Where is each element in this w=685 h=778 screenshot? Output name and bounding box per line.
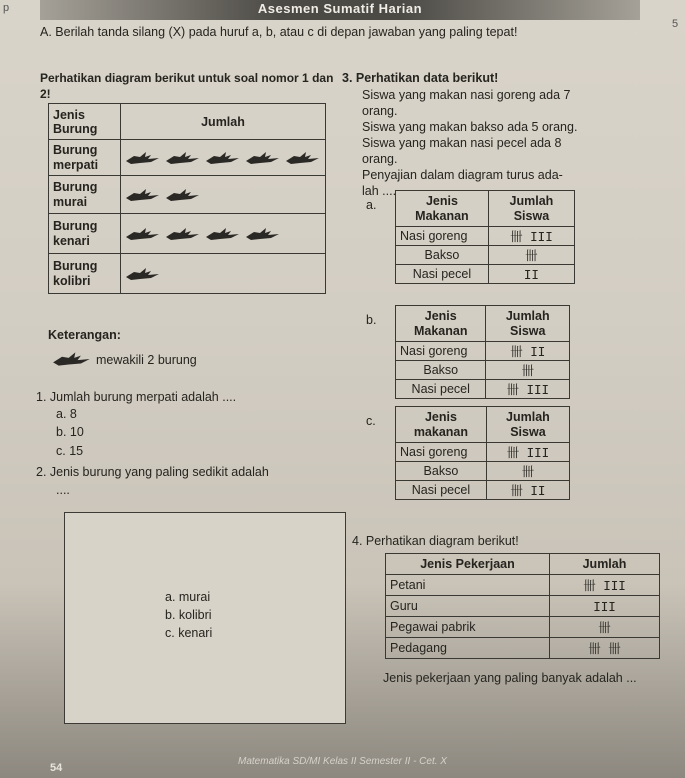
cell-tally: 卌 xyxy=(550,617,660,638)
cell-tally: 卌 xyxy=(486,361,570,380)
col-header-jumlah: Jumlah xyxy=(121,104,326,140)
header-banner xyxy=(40,0,640,20)
cell-tally: 卌 III xyxy=(486,443,569,462)
legend-bird-icon xyxy=(52,350,92,368)
cell-food: Nasi goreng xyxy=(396,227,489,246)
header-jenis: Jenis Makanan xyxy=(396,306,486,342)
cell-job: Pedagang xyxy=(386,638,550,659)
cell-food: Bakso xyxy=(396,246,489,265)
q4-text: 4. Perhatikan diagram berikut! xyxy=(352,534,519,548)
bird-icon xyxy=(125,187,161,203)
legend-title: Keterangan: xyxy=(48,328,121,342)
cell-job: Petani xyxy=(386,575,550,596)
header-jenis-pekerjaan: Jenis Pekerjaan xyxy=(386,554,550,575)
q1-option-a[interactable]: a. 8 xyxy=(56,407,77,421)
row-label-kenari: Burung kenari xyxy=(49,214,121,254)
q3-option-a-letter[interactable]: a. xyxy=(366,198,377,212)
q4-question: Jenis pekerjaan yang paling banyak adalah ... xyxy=(383,671,637,685)
header-jumlah: Jumlah Siswa xyxy=(486,407,569,443)
bird-icon xyxy=(125,150,161,166)
col-header-jenis: Jenis Burung xyxy=(49,104,121,140)
bird-icon xyxy=(245,150,281,166)
cell-tally: 卌 xyxy=(488,246,574,265)
cell-job: Guru xyxy=(386,596,550,617)
q2-option-a[interactable]: a. murai xyxy=(165,590,211,604)
bird-row-kenari xyxy=(125,226,321,242)
bird-pictogram-table xyxy=(48,103,326,294)
q1-option-b[interactable]: b. 10 xyxy=(56,425,84,439)
footer-text: Matematika SD/MI Kelas II Semester II - Cet. X xyxy=(238,756,447,767)
q3-option-c-letter[interactable]: c. xyxy=(366,414,376,428)
bird-icon xyxy=(125,266,161,282)
q3-line-4: Siswa yang makan nasi pecel ada 8 xyxy=(362,136,562,150)
header-jumlah: Jumlah Siswa xyxy=(486,306,570,342)
q3-line-3: Siswa yang makan bakso ada 5 orang. xyxy=(362,120,578,134)
bird-row-murai xyxy=(125,187,321,203)
q2-text: 2. Jenis burung yang paling sedikit adalah xyxy=(36,465,269,479)
cell-food: Nasi pecel xyxy=(396,481,487,500)
bird-icon xyxy=(205,226,241,242)
header-jenis: Jenis makanan xyxy=(396,407,487,443)
left-prompt: Perhatikan diagram berikut untuk soal nomor 1 dan 2! xyxy=(40,71,334,101)
cell-food: Nasi pecel xyxy=(396,380,486,399)
bird-icon xyxy=(165,150,201,166)
cell-tally: 卌 III xyxy=(488,227,574,246)
q3-line-6: Penyajian dalam diagram turus ada- xyxy=(362,168,563,182)
cell-tally: 卌 卌 xyxy=(550,638,660,659)
cell-food: Nasi goreng xyxy=(396,443,487,462)
cell-tally: III xyxy=(550,596,660,617)
q1-text: 1. Jumlah burung merpati adalah .... xyxy=(36,390,237,404)
page-title: Asesmen Sumatif Harian xyxy=(257,1,423,16)
row-label-merpati: Burung merpati xyxy=(49,140,121,176)
bird-icon xyxy=(165,226,201,242)
cell-tally: 卌 II xyxy=(486,342,570,361)
cell-food: Nasi pecel xyxy=(396,265,489,284)
bird-icon xyxy=(285,150,321,166)
cell-food: Bakso xyxy=(396,361,486,380)
header-jumlah: Jumlah Siswa xyxy=(488,191,574,227)
bird-row-kolibri xyxy=(125,266,321,282)
header-jumlah: Jumlah xyxy=(550,554,660,575)
q2-option-c[interactable]: c. kenari xyxy=(165,626,213,640)
bird-row-merpati xyxy=(125,150,321,166)
bird-icon xyxy=(205,150,241,166)
bird-icon xyxy=(245,226,281,242)
instruction-text: A. Berilah tanda silang (X) pada huruf a, b, atau c di depan jawaban yang paling tepat! xyxy=(40,25,518,39)
row-label-murai: Burung murai xyxy=(49,176,121,214)
cell-food: Nasi goreng xyxy=(396,342,486,361)
q3-line-7: lah .... xyxy=(362,184,397,198)
q3-option-b-table xyxy=(395,305,570,399)
q3-line-5: orang. xyxy=(362,152,398,166)
q3-option-b-letter[interactable]: b. xyxy=(366,313,377,327)
bird-icon xyxy=(165,187,201,203)
q2-options-box xyxy=(64,512,346,724)
q1-option-c[interactable]: c. 15 xyxy=(56,444,84,458)
q3-text: 3. Perhatikan data berikut! xyxy=(342,71,499,85)
cell-tally: 卌 II xyxy=(486,481,569,500)
legend-text: mewakili 2 burung xyxy=(96,353,197,367)
cell-tally: 卌 III xyxy=(486,380,570,399)
q3-option-a-table xyxy=(395,190,575,284)
q2-option-b[interactable]: b. kolibri xyxy=(165,608,212,622)
q3-option-c-table xyxy=(395,406,570,500)
header-jenis: Jenis Makanan xyxy=(396,191,489,227)
q3-line-2: orang. xyxy=(362,104,398,118)
cell-food: Bakso xyxy=(396,462,487,481)
cell-job: Pegawai pabrik xyxy=(386,617,550,638)
cell-tally: II xyxy=(488,265,574,284)
corner-mark-right: 5 xyxy=(672,18,679,30)
row-label-kolibri: Burung kolibri xyxy=(49,254,121,294)
cell-tally: 卌 III xyxy=(550,575,660,596)
cell-tally: 卌 xyxy=(486,462,569,481)
q2-ellipsis: .... xyxy=(56,483,70,497)
q3-line-1: Siswa yang makan nasi goreng ada 7 xyxy=(362,88,571,102)
page-number: 54 xyxy=(50,762,63,774)
q4-job-table xyxy=(385,553,660,659)
bird-icon xyxy=(125,226,161,242)
corner-mark: p xyxy=(3,2,10,14)
